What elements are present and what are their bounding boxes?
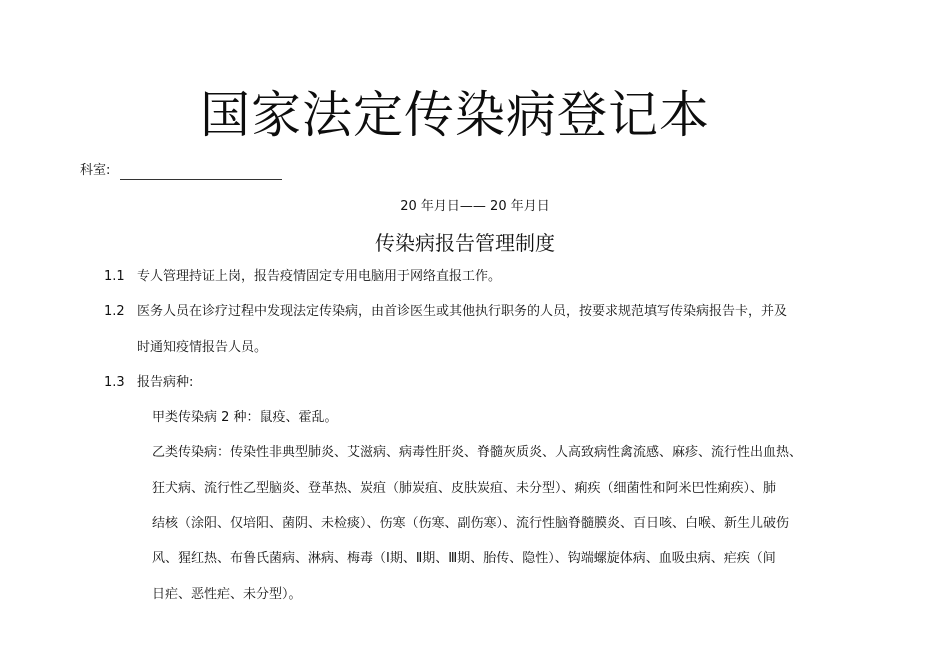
item-text-continued: 时通知疫情报告人员。 (137, 340, 268, 355)
class-b-diseases-line: 结核（涂阳、仅培阳、菌阴、未检痰）、伤寒（伤寒、副伤寒）、流行性脑脊髓膜炎、百日咳、白喉、新生儿破伤 (152, 516, 790, 531)
class-a-diseases: 甲类传染病 2 种：鼠疫、霍乱。 (152, 410, 338, 425)
section-title: 传染病报告管理制度 (375, 231, 555, 255)
item-number: 1.1 (104, 269, 125, 284)
class-b-diseases-line: 日疟、恶性疟、未分型）。 (152, 587, 302, 602)
item-number: 1.3 (104, 375, 125, 390)
class-b-diseases-line: 乙类传染病：传染性非典型肺炎、艾滋病、病毒性肝炎、脊髓灰质炎、人高致病性禽流感、麻疹、流行性出血热、 (152, 445, 803, 460)
document-title: 国家法定传染病登记本 (200, 86, 710, 144)
class-b-diseases-line: 狂犬病、流行性乙型脑炎、登革热、炭疽（肺炭疽、皮肤炭疽、未分型）、痢疾（细菌性和阿米巴性痢疾）、肺 (152, 481, 777, 496)
item-number: 1.2 (104, 304, 125, 319)
item-text: 报告病种: (137, 375, 194, 390)
class-b-diseases-line: 风、猩红热、布鲁氏菌病、淋病、梅毒（Ⅰ期、Ⅱ期、Ⅲ期、胎传、隐性）、钩端螺旋体病、血吸虫病、疟疾（间 (152, 551, 776, 566)
item-text: 医务人员在诊疗过程中发现法定传染病，由首诊医生或其他执行职务的人员，按要求规范填写传染病报告卡，并及 (137, 304, 788, 319)
item-text: 专人管理持证上岗，报告疫情固定专用电脑用于网络直报工作。 (137, 269, 502, 284)
department-label: 科室: (80, 163, 111, 178)
date-range: 20 年月日—— 20 年月日 (400, 199, 550, 214)
department-field (80, 162, 282, 180)
department-blank-line (120, 165, 282, 180)
